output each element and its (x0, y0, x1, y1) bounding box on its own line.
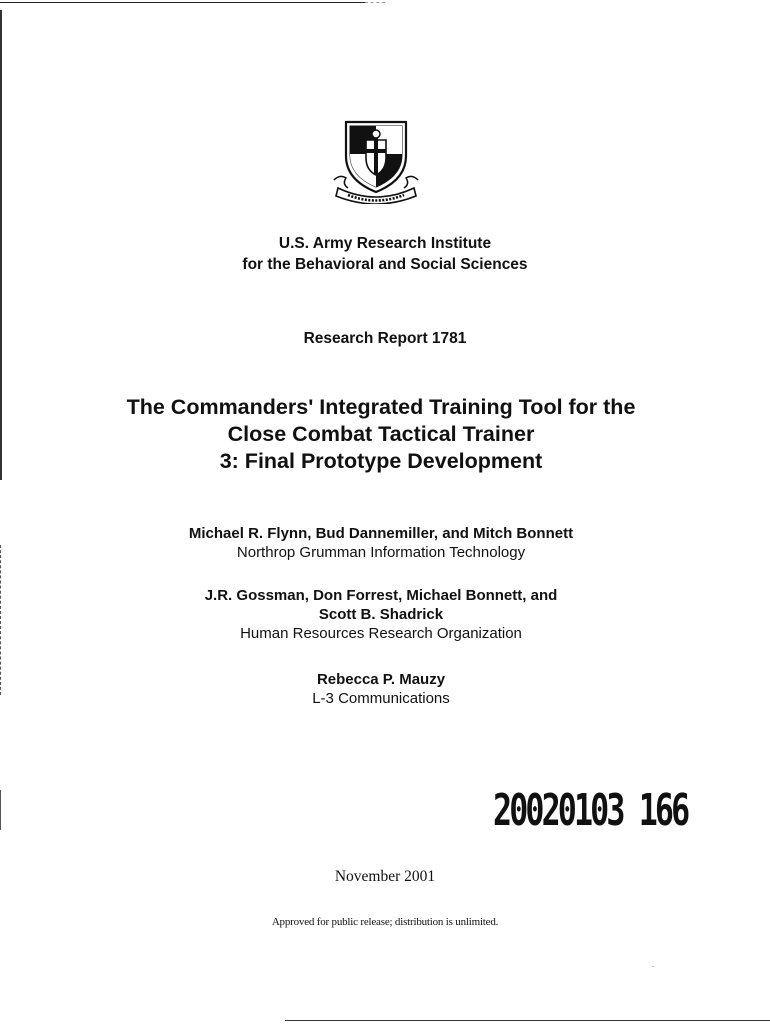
accession-number-stamp: 20020103 166 (493, 785, 688, 836)
author-group (0, 524, 762, 563)
author-organization: Northrop Grumman Information Technology (236, 544, 526, 561)
publication-date: November 2001 (334, 868, 436, 885)
top-rule-dashed (365, 2, 385, 3)
report-number: Research Report 1781 (303, 330, 467, 347)
distribution-statement: Approved for public release; distribution is unlimited. (271, 916, 499, 928)
author-group (0, 670, 762, 709)
author-names: Scott B. Shadrick (318, 606, 444, 623)
institution-name (0, 233, 770, 275)
author-organization: L-3 Communications (312, 690, 450, 707)
institution-line-1: U.S. Army Research Institute (278, 235, 492, 252)
author-names: J.R. Gossman, Don Forrest, Michael Bonnett, and (204, 587, 558, 604)
title-line-1: The Commanders' Integrated Training Tool for the (126, 395, 636, 419)
left-scan-edge (0, 790, 1, 830)
author-names: Rebecca P. Mauzy (316, 671, 446, 688)
author-names: Michael R. Flynn, Bud Dannemiller, and Mitch Bonnett (188, 525, 574, 542)
title-line-2: Close Combat Tactical Trainer (227, 422, 535, 446)
scan-speck (652, 966, 654, 967)
author-organization: Human Resources Research Organization (240, 625, 522, 642)
bottom-rule (285, 1020, 770, 1021)
report-title (0, 394, 762, 475)
institution-line-2: for the Behavioral and Social Sciences (242, 256, 528, 273)
title-line-3: 3: Final Prototype Development (219, 449, 543, 473)
author-group (0, 586, 762, 644)
army-research-institute-seal-icon (330, 118, 422, 204)
top-rule (0, 2, 365, 3)
